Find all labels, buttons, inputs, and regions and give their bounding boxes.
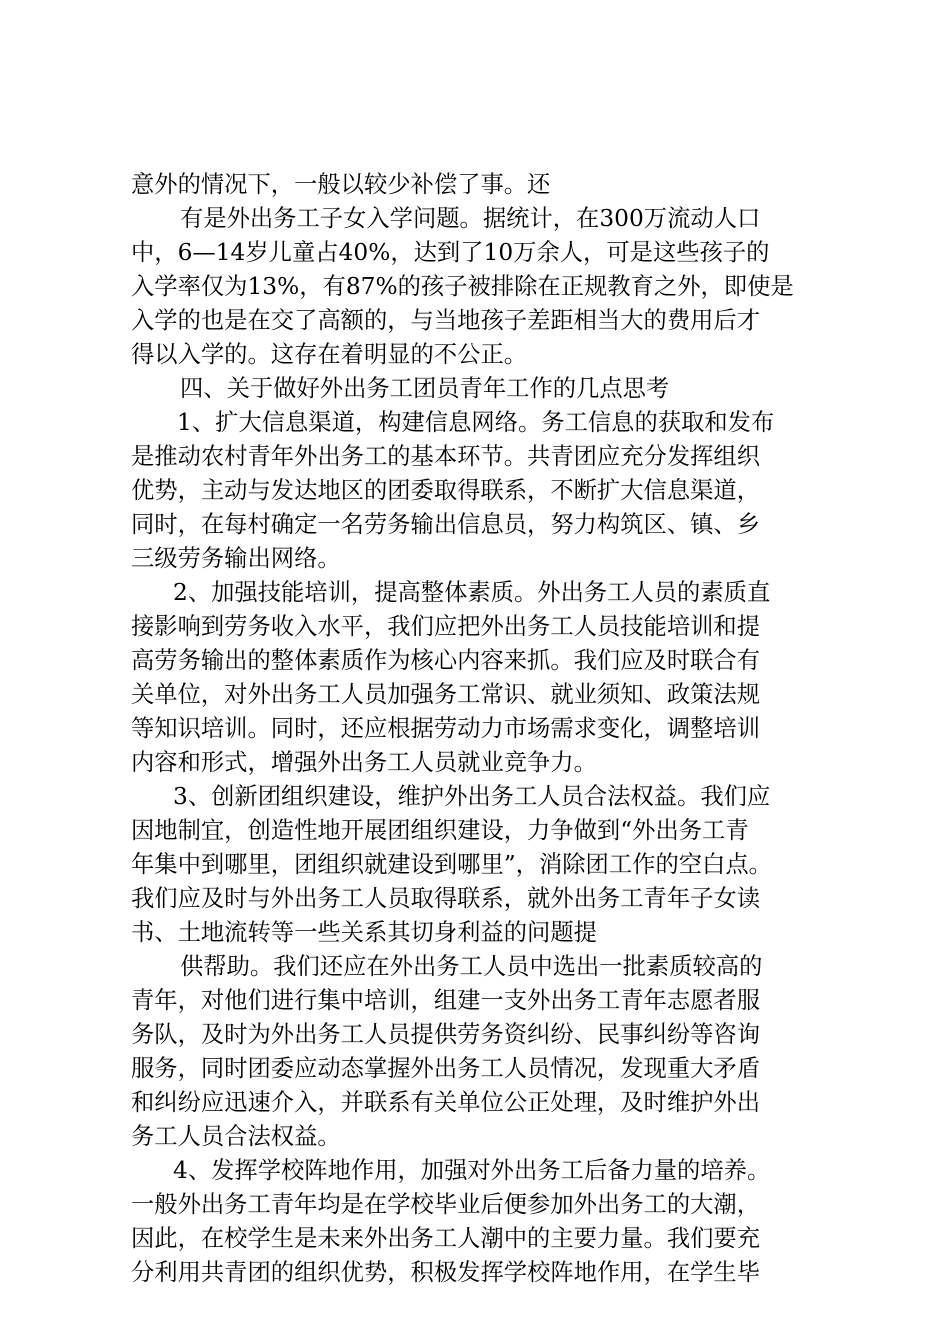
text-line: 接影响到劳务收入水平，我们应把外出务工人员技能培训和提 xyxy=(131,613,761,640)
text-line: 中，6—14岁儿童占40%，达到了10万余人，可是这些孩子的 xyxy=(131,239,770,266)
text-line: 书、土地流转等一些关系其切身利益的问题提 xyxy=(131,919,597,946)
text-line: 因地制宜，创造性地开展团组织建设，力争做到“外出务工青 xyxy=(131,817,749,844)
text-line: 关单位，对外出务工人员加强务工常识、就业须知、政策法规 xyxy=(131,681,761,708)
text-line: 高劳务输出的整体素质作为核心内容来抓。我们应及时联合有 xyxy=(131,647,761,674)
text-line: 1、扩大信息渠道，构建信息网络。务工信息的获取和发布 xyxy=(177,409,775,436)
text-line: 分利用共青团的组织优势，积极发挥学校阵地作用，在学生毕 xyxy=(131,1259,761,1286)
text-line: 入学率仅为13%，有87%的孩子被排除在正规教育之外，即使是 xyxy=(131,273,794,300)
text-line: 务队，及时为外出务工人员提供劳务资纠纷、民事纠纷等咨询 xyxy=(131,1021,761,1048)
text-line: 务工人员合法权益。 xyxy=(131,1123,341,1150)
text-line: 三级劳务输出网络。 xyxy=(131,545,341,572)
text-line: 我们应及时与外出务工人员取得联系，就外出务工青年子女读 xyxy=(131,885,761,912)
text-line: 有是外出务工子女入学问题。据统计，在300万流动人口 xyxy=(180,205,761,232)
text-line: 内容和形式，增强外出务工人员就业竞争力。 xyxy=(131,749,597,776)
text-line: 意外的情况下，一般以较少补偿了事。还 xyxy=(131,171,551,198)
text-line: 供帮助。我们还应在外出务工人员中选出一批素质较高的 xyxy=(180,953,763,980)
text-line: 等知识培训。同时，还应根据劳动力市场需求变化，调整培训 xyxy=(131,715,761,742)
text-line: 同时，在每村确定一名劳务输出信息员，努力构筑区、镇、乡 xyxy=(131,511,761,538)
text-line: 入学的也是在交了高额的，与当地孩子差距相当大的费用后才 xyxy=(131,307,761,334)
text-line: 得以入学的。这存在着明显的不公正。 xyxy=(131,341,528,368)
text-line: 青年，对他们进行集中培训，组建一支外出务工青年志愿者服 xyxy=(131,987,761,1014)
text-line: 服务，同时团委应动态掌握外出务工人员情况，发现重大矛盾 xyxy=(131,1055,761,1082)
document-body xyxy=(131,168,831,1290)
text-line: 是推动农村青年外出务工的基本环节。共青团应充分发挥组织 xyxy=(131,443,761,470)
text-line: 4、发挥学校阵地作用，加强对外出务工后备力量的培养。 xyxy=(173,1157,771,1184)
text-line: 优势，主动与发达地区的团委取得联系，不断扩大信息渠道， xyxy=(131,477,761,504)
text-line: 和纠纷应迅速介入，并联系有关单位公正处理，及时维护外出 xyxy=(131,1089,761,1116)
section-heading: 四、关于做好外出务工团员青年工作的几点思考 xyxy=(180,375,670,402)
text-line: 因此，在校学生是未来外出务工人潮中的主要力量。我们要充 xyxy=(131,1225,761,1252)
text-line: 年集中到哪里，团组织就建设到哪里”，消除团工作的空白点。 xyxy=(131,851,772,878)
text-line: 一般外出务工青年均是在学校毕业后便参加外出务工的大潮， xyxy=(131,1191,761,1218)
text-line: 2、加强技能培训，提高整体素质。外出务工人员的素质直 xyxy=(173,579,771,606)
text-line: 3、创新团组织建设，维护外出务工人员合法权益。我们应 xyxy=(173,783,771,810)
